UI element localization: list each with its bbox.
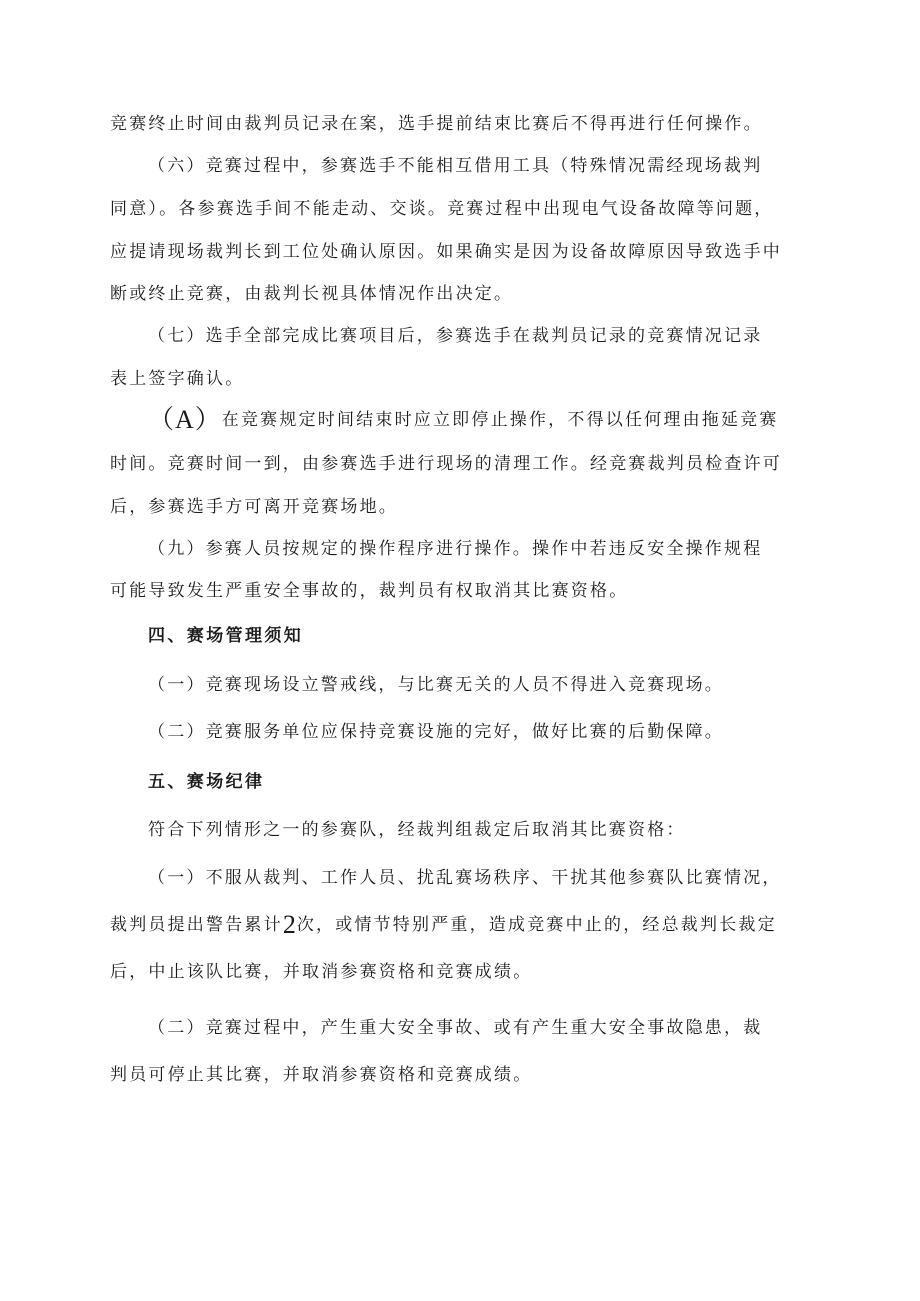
paragraph-line [148, 405, 810, 434]
item-marker: （A） [148, 405, 222, 434]
paragraph-line: （二）竞赛过程中，产生重大安全事故、或有产生重大安全事故隐患，裁 [148, 1018, 763, 1038]
paragraph-line: （六）竞赛过程中，参赛选手不能相互借用工具（特殊情况需经现场裁判 [148, 156, 763, 176]
paragraph-line: （七）选手全部完成比赛项目后，参赛选手在裁判员记录的竞赛情况记录 [148, 326, 763, 346]
paragraph-text: 在竞赛规定时间结束时应立即停止操作，不得以任何理由拖延竞赛 [221, 410, 779, 430]
paragraph-line: （一）不服从裁判、工作人员、扰乱赛场秩序、干扰其他参赛队比赛情况， [148, 868, 782, 888]
paragraph-line: 可能导致发生严重安全事故的，裁判员有权取消其比赛资格。 [110, 581, 629, 601]
paragraph-line: 表上签字确认。 [110, 369, 245, 389]
paragraph-line: 时间。竞赛时间一到，由参赛选手进行现场的清理工作。经竞赛裁判员检查许可 [110, 454, 782, 474]
paragraph-line: （二）竞赛服务单位应保持竞赛设施的完好，做好比赛的后勤保障。 [148, 722, 724, 742]
paragraph-line: （一）竞赛现场设立警戒线，与比赛无关的人员不得进入竞赛现场。 [148, 675, 724, 695]
paragraph-line: 判员可停止其比赛，并取消参赛资格和竞赛成绩。 [110, 1065, 533, 1085]
paragraph-line: 应提请现场裁判长到工位处确认原因。如果确实是因为设备故障原因导致选手中 [110, 242, 782, 262]
paragraph-line: （九）参赛人员按规定的操作程序进行操作。操作中若违反安全操作规程 [148, 539, 763, 559]
paragraph-line [110, 910, 810, 939]
section-heading: 四、赛场管理须知 [148, 626, 304, 646]
paragraph-line: 断或终止竞赛，由裁判长视具体情况作出决定。 [110, 284, 514, 304]
warning-count: 2 [282, 910, 297, 939]
paragraph-text: 次，或情节特别严重，造成竞赛中止的，经总裁判长裁定 [296, 915, 777, 935]
paragraph-line: 竞赛终止时间由裁判员记录在案，选手提前结束比赛后不得再进行任何操作。 [110, 114, 763, 134]
paragraph-line: 符合下列情形之一的参赛队，经裁判组裁定后取消其比赛资格： [148, 820, 686, 840]
paragraph-text: 裁判员提出警告累计 [110, 915, 283, 935]
paragraph-line: 后，中止该队比赛，并取消参赛资格和竞赛成绩。 [110, 962, 533, 982]
paragraph-line: 后，参赛选手方可离开竞赛场地。 [110, 497, 398, 517]
section-heading: 五、赛场纪律 [148, 772, 265, 792]
paragraph-line: 同意）。各参赛选手间不能走动、交谈。竞赛过程中出现电气设备故障等问题， [110, 199, 774, 219]
